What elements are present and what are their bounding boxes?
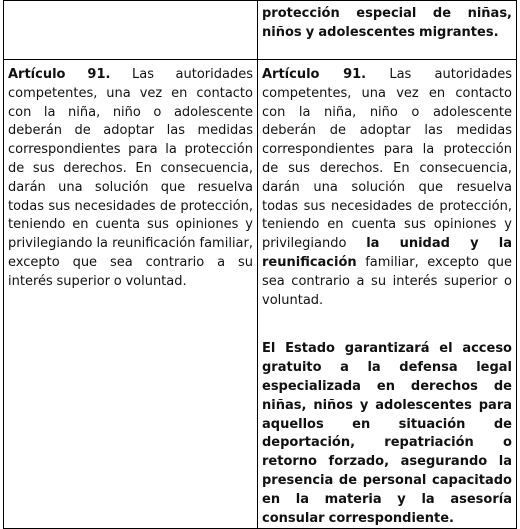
paragraph-spacer xyxy=(262,310,512,340)
left-article-label: Artículo 91. xyxy=(8,67,111,82)
top-left-cell xyxy=(4,1,258,60)
table-row xyxy=(4,1,517,60)
left-article-paragraph xyxy=(8,66,253,292)
right-article-text-part1: Las autoridades competentes, una vez en contacto con la niña, niño o adolescente deberán de adoptar las medidas correspondientes para la protección de sus derechos. En consecuencia, darán una solución que resuelva todas sus necesidades de protección, teniendo en cuenta sus opiniones y privilegiando xyxy=(262,67,512,252)
right-article-text-part2: familiar, excepto que sea contrario a su interés superior o voluntad. xyxy=(262,254,512,308)
right-added-paragraph: El Estado garantizará el acceso gratuito a la defensa legal especializada en derechos de niñas, niños y adolescentes para aquellos en situación de deportación, repatriación o retorno forzado, asegurando la presencia de personal capacitado en la materia y la asesoría consular correspondiente. xyxy=(262,341,512,526)
right-article-cell xyxy=(258,60,517,529)
comparison-table xyxy=(3,0,517,529)
right-article-text-bold: la unidad y la reunificación xyxy=(262,236,512,270)
right-article-label: Artículo 91. xyxy=(262,67,367,82)
right-article-paragraph xyxy=(262,66,512,310)
table-row xyxy=(4,60,517,529)
top-right-cell xyxy=(258,1,517,60)
left-article-text: Las autoridades competentes, una vez en contacto con la niña, niño o adolescente deberán de adoptar las medidas correspondientes para la protección de sus derechos. En consecuencia, darán una solución que resuelva todas sus necesidades de protección, teniendo en cuenta sus opiniones y privilegiando la reunificación familiar, excepto que sea contrario a su interés superior o voluntad. xyxy=(8,67,253,289)
top-right-text: protección especial de niñas, niños y adolescentes migrantes. xyxy=(262,6,512,40)
left-article-cell xyxy=(4,60,258,529)
